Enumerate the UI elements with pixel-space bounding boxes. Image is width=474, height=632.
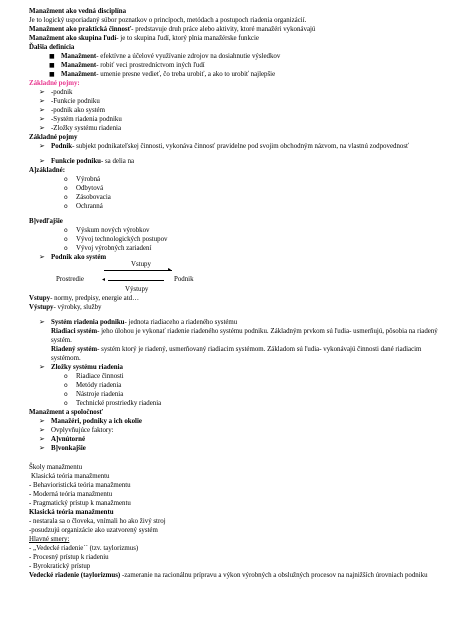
list-item: o Technické prostriedky riadenia <box>64 400 162 407</box>
paragraph-skupina-ludi: Manažment ako skupina ľudí- je to skupina ľudí, ktorý plnia manažérske funkcie <box>29 35 259 42</box>
arrow-bullet-icon: ➢ <box>39 124 45 132</box>
list-item: o Výrobná <box>64 176 101 183</box>
list-item: o Vývoj technologických postupov <box>64 236 168 243</box>
heading-vedlajsie: B]vedľajšie <box>29 218 63 225</box>
list-item: o Zásobovacia <box>64 194 111 201</box>
arrow-bullet-icon: ➢ <box>39 97 45 105</box>
list-item: ➢ -podnik <box>39 88 73 96</box>
list-item: o Metódy riadenia <box>64 382 122 389</box>
arrow-bullet-icon: ➢ <box>39 426 45 434</box>
heading-vedna-disciplina: Manažment ako vedná disciplína <box>29 8 127 15</box>
list-item: o Výskum nových výrobkov <box>64 227 150 234</box>
list-item: o Riadiace činnosti <box>64 373 124 380</box>
circle-bullet-icon: o <box>64 194 68 201</box>
list-item: ➢ -Systém riadenia podniku <box>39 115 122 123</box>
arrow-right-line <box>104 270 172 271</box>
paragraph-prakticka-cinnost: Manažment ako praktická činnosť- predstavuje druh práce alebo aktivity, ktoré manažéri vykonávajú <box>29 26 316 33</box>
list-item: ■ Manažment- robiť veci prostredníctvom iných ľudí <box>49 62 205 69</box>
heading-zakladne-pojmy: Základné pojmy <box>29 134 78 141</box>
circle-bullet-icon: o <box>64 391 68 398</box>
circle-bullet-icon: o <box>64 400 68 407</box>
arrow-bullet-icon: ➢ <box>39 142 45 150</box>
arrow-bullet-icon: ➢ <box>39 417 45 425</box>
list-item: - Behavioristická teória manažmentu <box>29 482 131 489</box>
diagram-label-podnik: Podnik <box>174 276 194 283</box>
arrow-bullet-icon: ➢ <box>39 253 45 261</box>
list-item: ➢ Ovplyvňujúce faktory: <box>39 426 114 434</box>
arrow-bullet-icon: ➢ <box>39 318 45 326</box>
list-item: o Odbytová <box>64 185 104 192</box>
document-page <box>29 7 457 627</box>
list-item-zlozky-systemu: ➢ Zložky systému riadenia <box>39 363 123 371</box>
list-item: ➢ B]vonkajšie <box>39 444 86 452</box>
list-item-system-riadenia: ➢ Systém riadenia podniku- jednota riadiaceho a riadeného systému <box>39 318 238 326</box>
system-diagram <box>29 262 457 294</box>
circle-bullet-icon: o <box>64 373 68 380</box>
list-item: ■ Manažment- efektívne a účelové využívanie zdrojov na dosiahnutie výsledkov <box>49 53 281 60</box>
list-item: Klasická teória manažmentu <box>31 473 110 480</box>
list-item: ➢ -podnik ako systém <box>39 106 105 114</box>
list-item: - Byrokratický prístup <box>29 563 91 570</box>
diagram-label-vstupy: Vstupy <box>131 261 151 268</box>
list-item-podnik: ➢ Podnik- subjekt podnikateľskej činnosti, vykonáva činnosť pravidelne pod svojim obchodným názvom, na vlastnú zodpovednosť <box>39 142 409 150</box>
square-bullet-icon: ■ <box>49 53 55 60</box>
list-item-funkcie-podniku: ➢ Funkcie podniku- sa delia na <box>39 157 135 165</box>
heading-zakladne-pojmy-pink: Základné pojmy: <box>29 80 80 87</box>
list-item: -posudzujú organizácie ako uzatvorený systém <box>29 527 158 534</box>
square-bullet-icon: ■ <box>49 71 55 78</box>
paragraph-vstupy: Vstupy- normy, predpisy, energie atd… <box>29 295 139 302</box>
paragraph-vedecke-riadenie: Vedecké riadenie (taylorizmus) -zameranie na racionálnu prípravu a výkon výrobných a obslužných procesov na najnižších úrovniach podniku <box>29 572 428 579</box>
list-item-podnik-ako-system: ➢ Podnik ako systém <box>39 253 107 261</box>
paragraph-vystupy: Výstupy- výrobky, služby <box>29 304 102 311</box>
heading-dalsia-definicia: Ďalšia definícia <box>29 44 75 51</box>
list-item: ➢ -Zložky systému riadenia <box>39 124 122 132</box>
arrow-bullet-icon: ➢ <box>39 106 45 114</box>
list-item: ➢ -Funkcie podniku <box>39 97 100 105</box>
list-item: - nestarala sa o človeka, vnímali ho ako živý stroj <box>29 518 166 525</box>
heading-hlavne-smery: Hlavné smery: <box>29 536 70 543</box>
circle-bullet-icon: o <box>64 176 68 183</box>
heading-klasicka-teoria: Klasická teória manažmentu <box>29 509 114 516</box>
arrow-bullet-icon: ➢ <box>39 88 45 96</box>
arrow-bullet-icon: ➢ <box>39 435 45 443</box>
circle-bullet-icon: o <box>64 245 68 252</box>
circle-bullet-icon: o <box>64 236 68 243</box>
arrow-head-left-icon: ◂ <box>102 276 106 283</box>
heading-zakladne: A]základné: <box>29 167 65 174</box>
circle-bullet-icon: o <box>64 382 68 389</box>
arrow-bullet-icon: ➢ <box>39 157 45 165</box>
list-item: ■ Manažment- umenie presne vedieť, čo treba urobiť, a ako to urobiť najlepšie <box>49 71 276 78</box>
list-item: o Ochranná <box>64 203 103 210</box>
diagram-label-prostredie: Prostredie <box>56 276 84 283</box>
circle-bullet-icon: o <box>64 185 68 192</box>
list-item: - Pragmatický prístup k manažmentu <box>29 500 131 507</box>
heading-manazment-a-spolocnost: Manažment a spoločnosť <box>29 409 104 416</box>
arrow-head-right-icon: ▸ <box>168 266 172 273</box>
list-item: o Nástroje riadenia <box>64 391 124 398</box>
list-item: - Procesný prístup k riadeniu <box>29 554 109 561</box>
heading-skoly-manazmentu: Školy manažmentu <box>29 464 83 471</box>
paragraph-definition: Je to logický usporiadaný súbor poznatkov o princípoch, metódach a postupoch riadenia organizácií. <box>29 17 307 24</box>
paragraph-riadiaci-system: Riadiaci systém- jeho úlohou je vykonať riadenie riadeného systému podniku. Základným prvkom sú ľudia- usmerňujú, pôsobia na riadený systém. <box>51 328 438 344</box>
arrow-bullet-icon: ➢ <box>39 363 45 371</box>
circle-bullet-icon: o <box>64 227 68 234</box>
diagram-label-vystupy: Výstupy <box>125 286 149 293</box>
arrow-bullet-icon: ➢ <box>39 444 45 452</box>
circle-bullet-icon: o <box>64 203 68 210</box>
list-item: ➢ A]vnútorné <box>39 435 86 443</box>
list-item: - Moderná teória manažmentu <box>29 491 113 498</box>
list-item: ➢ Manažéri, podniky a ich okolie <box>39 417 142 425</box>
list-item: - „Vedecké riadenie´´ (tzv. taylorizmus) <box>29 545 139 552</box>
arrow-bullet-icon: ➢ <box>39 115 45 123</box>
list-item: o Vývoj výrobných zariadení <box>64 245 152 252</box>
arrow-left-line <box>108 280 164 281</box>
paragraph-riadeny-system: Riadený systém- systém ktorý je riadený, usmerňovaný riadiacim systémom. Základom sú ľudia- vykonávajú činnosti dané riadiacim systémom. <box>51 346 422 362</box>
square-bullet-icon: ■ <box>49 62 55 69</box>
